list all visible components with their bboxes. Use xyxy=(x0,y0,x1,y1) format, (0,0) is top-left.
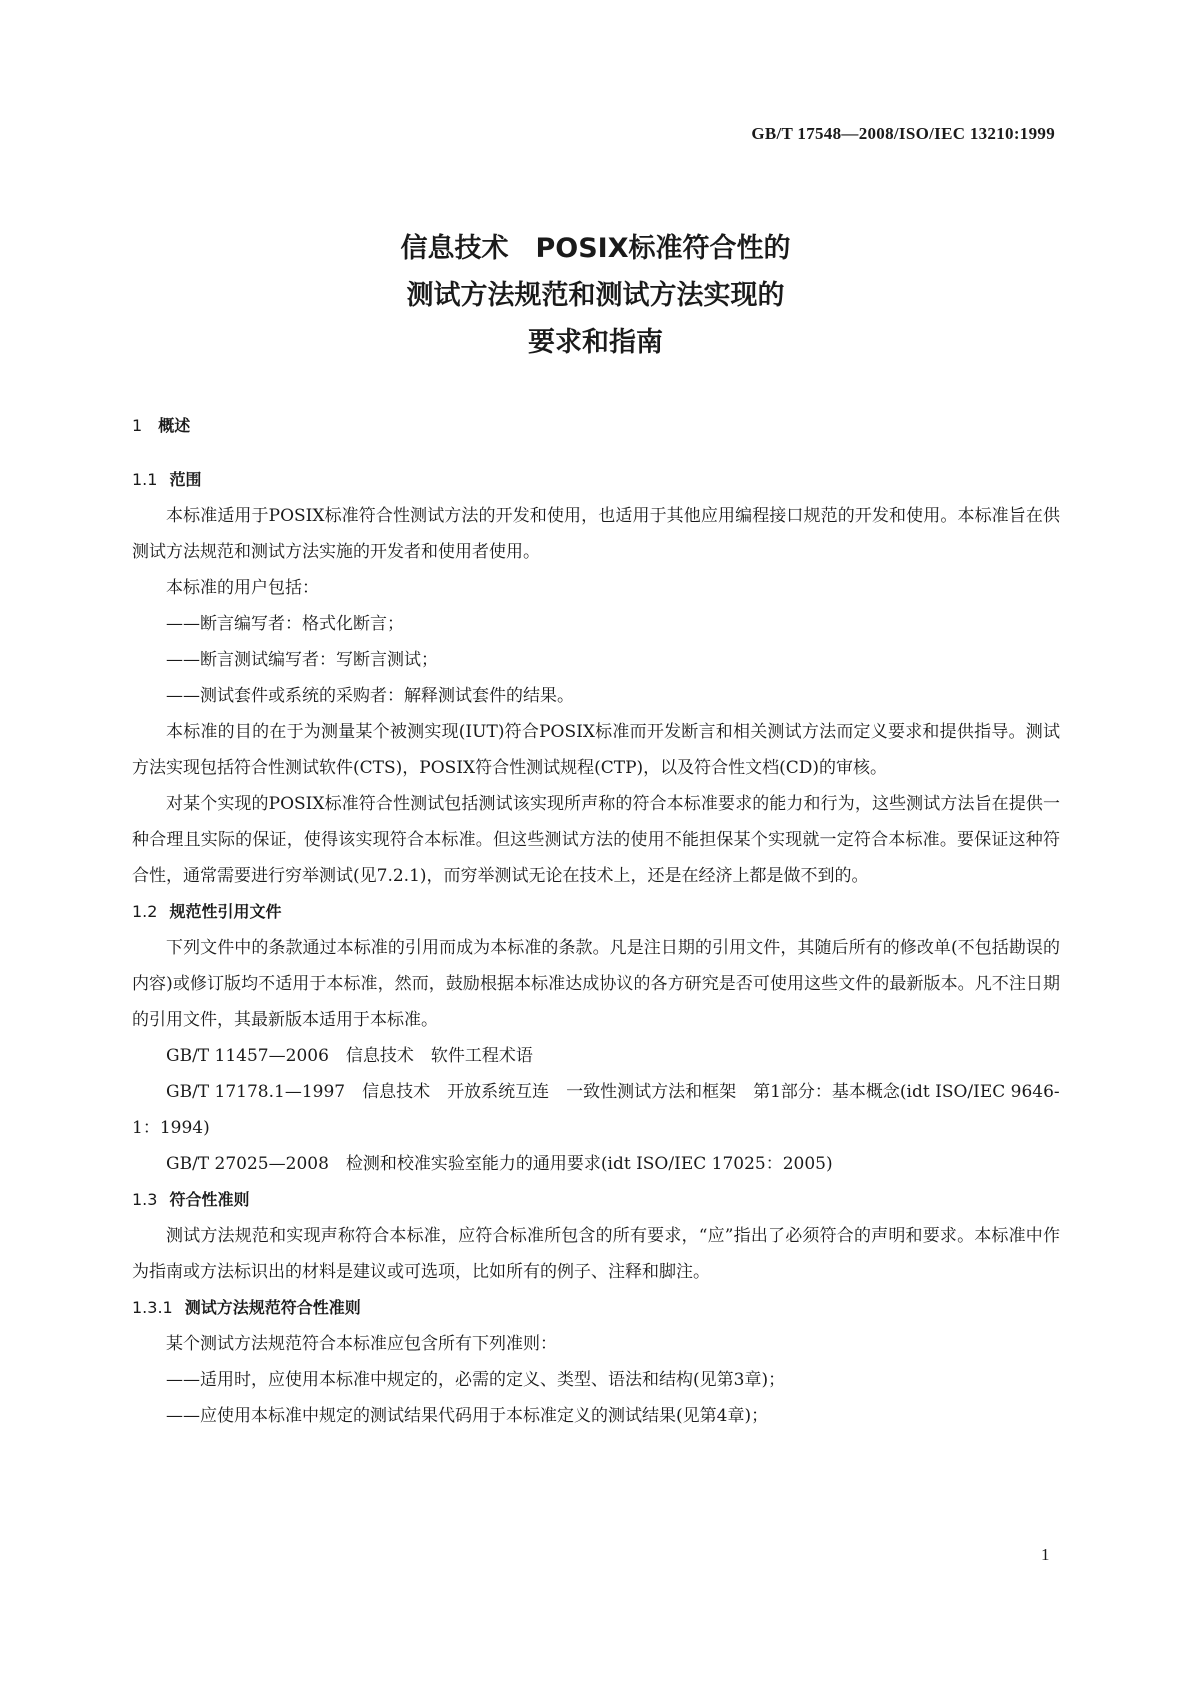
section-number: 1.2 xyxy=(132,902,158,921)
list-item: ——断言编写者：格式化断言； xyxy=(166,614,404,634)
list-item: ——测试套件或系统的采购者：解释测试套件的结果。 xyxy=(166,686,574,706)
page-number: 1 xyxy=(1041,1545,1050,1564)
section-heading-1-3-1 xyxy=(132,1290,1060,1326)
paragraph: 下列文件中的条款通过本标准的引用而成为本标准的条款。凡是注日期的引用文件，其随后所有的修改单(不包括勘误的内容)或修订版均不适用于本标准，然而，鼓励根据本标准达成协议的各方研究是否可使用这些文件的最新版本。凡不注日期的引用文件，其最新版本适用于本标准。 xyxy=(132,938,1060,1030)
title-line-2: 测试方法规范和测试方法实现的 xyxy=(406,280,785,311)
section-title: 规范性引用文件 xyxy=(169,902,282,921)
section-title: 符合性准则 xyxy=(169,1190,250,1209)
section-heading-1-2 xyxy=(132,894,1060,930)
paragraph: 对某个实现的POSIX标准符合性测试包括测试该实现所声称的符合本标准要求的能力和行为，这些测试方法旨在提供一种合理且实际的保证，使得该实现符合本标准。但这些测试方法的使用不能担保某个实现就一定符合本标准。要保证这种符合性，通常需要进行穷举测试(见7.2.1)，而穷举测试无论在技术上，还是在经济上都是做不到的。 xyxy=(132,794,1060,886)
section-heading-1 xyxy=(132,412,1060,439)
list-item: ——适用时，应使用本标准中规定的，必需的定义、类型、语法和结构(见第3章)； xyxy=(166,1370,786,1390)
section-title: 范围 xyxy=(169,470,202,489)
section-number: 1 xyxy=(132,416,143,435)
paragraph: 本标准适用于POSIX标准符合性测试方法的开发和使用，也适用于其他应用编程接口规范的开发和使用。本标准旨在供测试方法规范和测试方法实施的开发者和使用者使用。 xyxy=(132,506,1060,562)
paragraph: 本标准的用户包括： xyxy=(166,578,319,598)
section-heading-1-1 xyxy=(132,462,1060,498)
list-item: ——断言测试编写者：写断言测试； xyxy=(166,650,438,670)
section-title: 测试方法规范符合性准则 xyxy=(184,1298,361,1317)
section-number: 1.3.1 xyxy=(132,1298,173,1317)
standard-code: GB/T 17548—2008/ISO/IEC 13210:1999 xyxy=(751,124,1055,143)
normative-reference: GB/T 17178.1—1997 信息技术 开放系统互连 一致性测试方法和框架 第1部分：基本概念(idt ISO/IEC 9646-1：1994) xyxy=(132,1082,1060,1138)
document-title xyxy=(0,225,1191,366)
section-heading-1-3 xyxy=(132,1182,1060,1218)
paragraph: 某个测试方法规范符合本标准应包含所有下列准则： xyxy=(166,1334,557,1354)
list-item: ——应使用本标准中规定的测试结果代码用于本标准定义的测试结果(见第4章)； xyxy=(166,1406,769,1426)
section-number: 1.1 xyxy=(132,470,158,489)
paragraph: 本标准的目的在于为测量某个被测实现(IUT)符合POSIX标准而开发断言和相关测试方法而定义要求和提供指导。测试方法实现包括符合性测试软件(CTS)，POSIX符合性测试规程(CTP)，以及符合性文档(CD)的审核。 xyxy=(132,722,1060,778)
section-title: 概述 xyxy=(158,416,191,435)
title-line-1: 信息技术 POSIX标准符合性的 xyxy=(400,233,791,264)
normative-reference: GB/T 27025—2008 检测和校准实验室能力的通用要求(idt ISO/IEC 17025：2005) xyxy=(166,1154,833,1174)
section-number: 1.3 xyxy=(132,1190,158,1209)
title-line-3: 要求和指南 xyxy=(528,327,663,358)
normative-reference: GB/T 11457—2006 信息技术 软件工程术语 xyxy=(166,1046,533,1066)
paragraph: 测试方法规范和实现声称符合本标准，应符合标准所包含的所有要求，“应”指出了必须符合的声明和要求。本标准中作为指南或方法标识出的材料是建议或可选项，比如所有的例子、注释和脚注。 xyxy=(132,1226,1060,1282)
document-body xyxy=(132,412,1060,1434)
